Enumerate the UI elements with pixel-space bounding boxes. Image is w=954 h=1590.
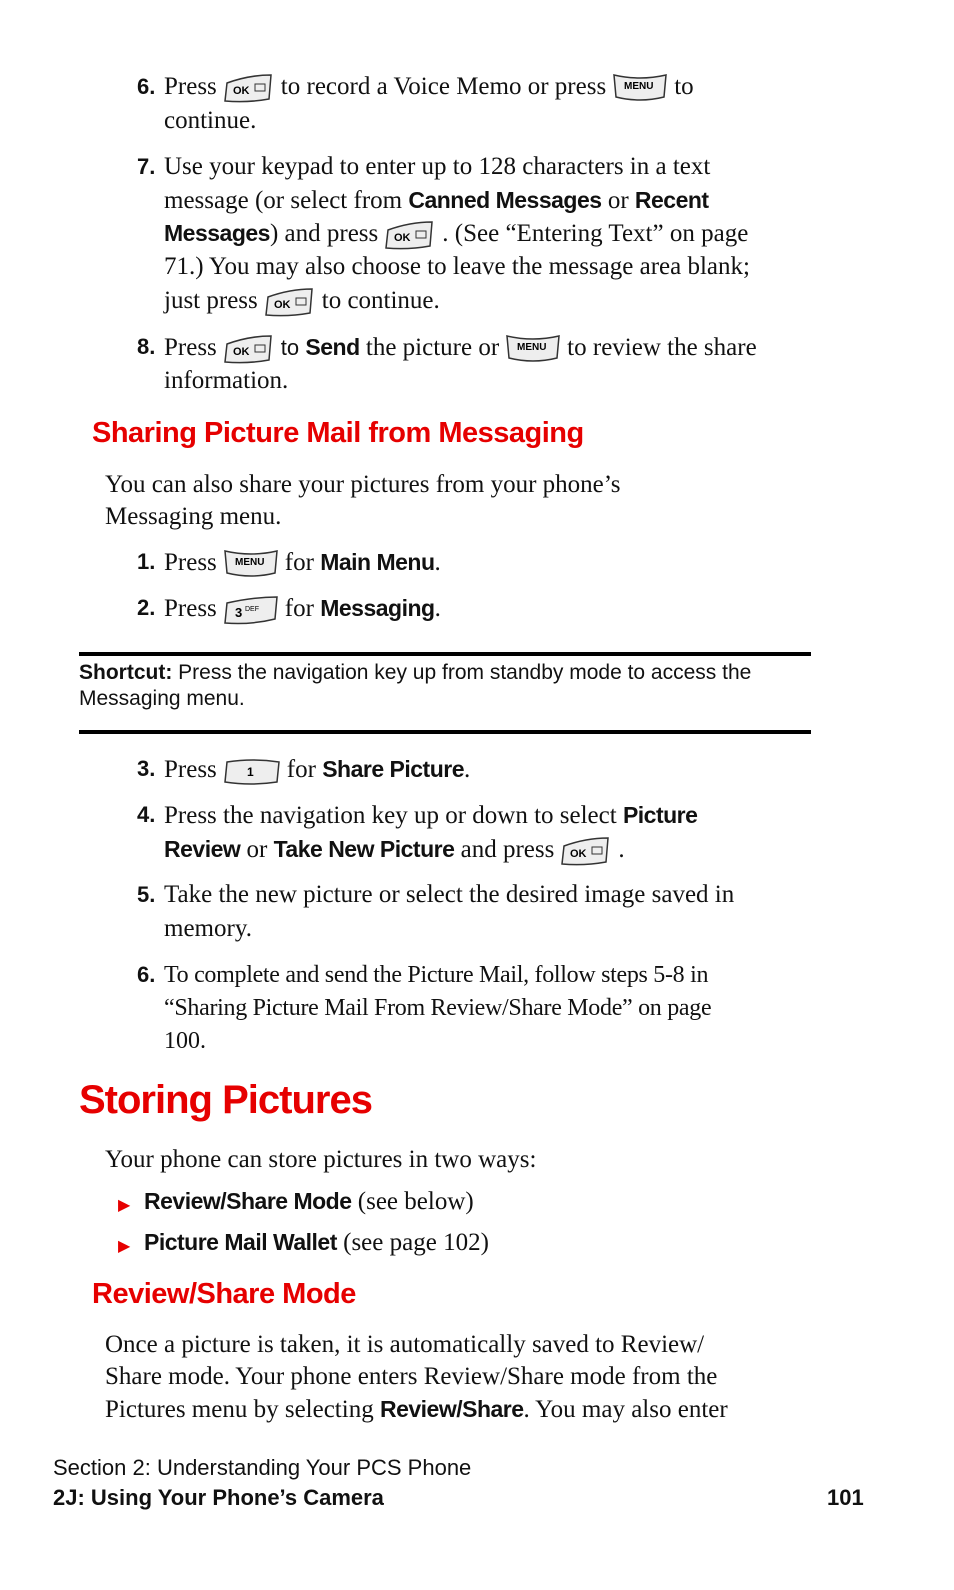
bullet-arrow-icon: ▶: [118, 1238, 131, 1255]
ok-key-icon: [264, 287, 316, 317]
svg-text:DEF: DEF: [244, 606, 259, 614]
svg-text:OK: OK: [232, 346, 250, 359]
step-number: 6.: [137, 962, 156, 987]
step-3-line: Press 1 for Share Picture.: [164, 752, 470, 787]
step-5-line-2: memory.: [164, 915, 252, 942]
step-number: 8.: [137, 334, 156, 359]
svg-text:1: 1: [246, 765, 254, 780]
messaging-step-1: Press MENU for Main Menu.: [164, 545, 441, 580]
shortcut-note-line-2: Messaging menu.: [79, 687, 245, 710]
svg-text:OK: OK: [273, 299, 291, 312]
step-6-line-1: Press OK to record a Voice Memo or press MENU to: [164, 70, 694, 104]
three-key-icon: [223, 595, 279, 625]
step-7-line-2: message (or select from Canned Messages or Recent: [164, 187, 709, 214]
step-6b-line-3: 100.: [164, 1028, 206, 1054]
step-4-line-2: Review or Take New Picture and press OK .: [164, 832, 625, 867]
svg-text:3: 3: [234, 605, 243, 621]
step-7-line-3: Messages) and press OK . (See “Entering Text” on page: [164, 216, 748, 251]
menu-key-icon: [223, 549, 279, 579]
step-8-line-1: Press OK to Send the picture or MENU to review the share: [164, 330, 757, 365]
footer-chapter-title: 2J: Using Your Phone’s Camera: [53, 1485, 384, 1510]
menu-key-icon: [612, 73, 668, 103]
step-8-line-2: information.: [164, 367, 289, 394]
review-share-line-2: Share mode. Your phone enters Review/Share mode from the: [105, 1363, 718, 1390]
menu-key-icon: [505, 334, 561, 364]
review-share-line-3: Pictures menu by selecting Review/Share. You may also enter: [105, 1396, 728, 1423]
step-6b-line-1: To complete and send the Picture Mail, follow steps 5-8 in: [164, 962, 709, 988]
ok-key-icon: [223, 73, 275, 103]
step-number: 3.: [137, 756, 156, 781]
step-4-line-1: Press the navigation key up or down to select Picture: [164, 802, 698, 829]
shortcut-note-line-1: Shortcut: Press the navigation key up from standby mode to access the: [79, 661, 752, 684]
step-7-line-5: just press OK to continue.: [164, 284, 440, 318]
step-number: 6.: [137, 74, 156, 99]
step-6b-line-2: “Sharing Picture Mail From Review/Share Mode” on page: [164, 995, 712, 1021]
review-share-heading: Review/Share Mode: [92, 1278, 356, 1310]
ok-key-icon: [384, 220, 436, 250]
note-rule-top: [79, 652, 811, 656]
footer-section-title: Section 2: Understanding Your PCS Phone: [53, 1455, 472, 1480]
page-number: 101: [827, 1485, 864, 1510]
ok-key-icon: [560, 836, 612, 866]
svg-text:OK: OK: [394, 232, 411, 245]
storing-bullet-1: Review/Share Mode (see below): [144, 1188, 474, 1215]
svg-text:OK: OK: [570, 848, 587, 861]
messaging-intro-line-1: You can also share your pictures from your phone’s: [105, 471, 621, 498]
step-7-line-4: 71.) You may also choose to leave the message area blank;: [164, 253, 750, 280]
step-6-line-2: continue.: [164, 107, 257, 134]
step-number: 5.: [137, 882, 156, 907]
storing-pictures-heading: Storing Pictures: [79, 1078, 372, 1122]
svg-text:MENU: MENU: [624, 81, 654, 93]
one-key-icon: [223, 756, 281, 786]
review-share-line-1: Once a picture is taken, it is automatically saved to Review/: [105, 1331, 705, 1358]
svg-text:MENU: MENU: [234, 557, 265, 569]
note-rule-bottom: [79, 730, 811, 734]
svg-text:OK: OK: [232, 85, 250, 98]
section-heading-messaging: Sharing Picture Mail from Messaging: [92, 417, 584, 449]
messaging-intro-line-2: Messaging menu.: [105, 503, 282, 530]
step-number: 1.: [137, 549, 156, 574]
step-7-line-1: Use your keypad to enter up to 128 characters in a text: [164, 153, 711, 180]
storing-intro: Your phone can store pictures in two ways:: [105, 1146, 537, 1173]
step-5-line-1: Take the new picture or select the desired image saved in: [164, 881, 735, 908]
step-number: 4.: [137, 802, 156, 827]
messaging-step-2: Press 3 DEF for Messaging.: [164, 591, 441, 626]
svg-text:MENU: MENU: [517, 342, 547, 354]
step-number: 7.: [137, 154, 156, 179]
ok-key-icon: [223, 334, 275, 364]
bullet-arrow-icon: ▶: [118, 1197, 131, 1214]
storing-bullet-2: Picture Mail Wallet (see page 102): [144, 1229, 489, 1256]
step-number: 2.: [137, 595, 156, 620]
